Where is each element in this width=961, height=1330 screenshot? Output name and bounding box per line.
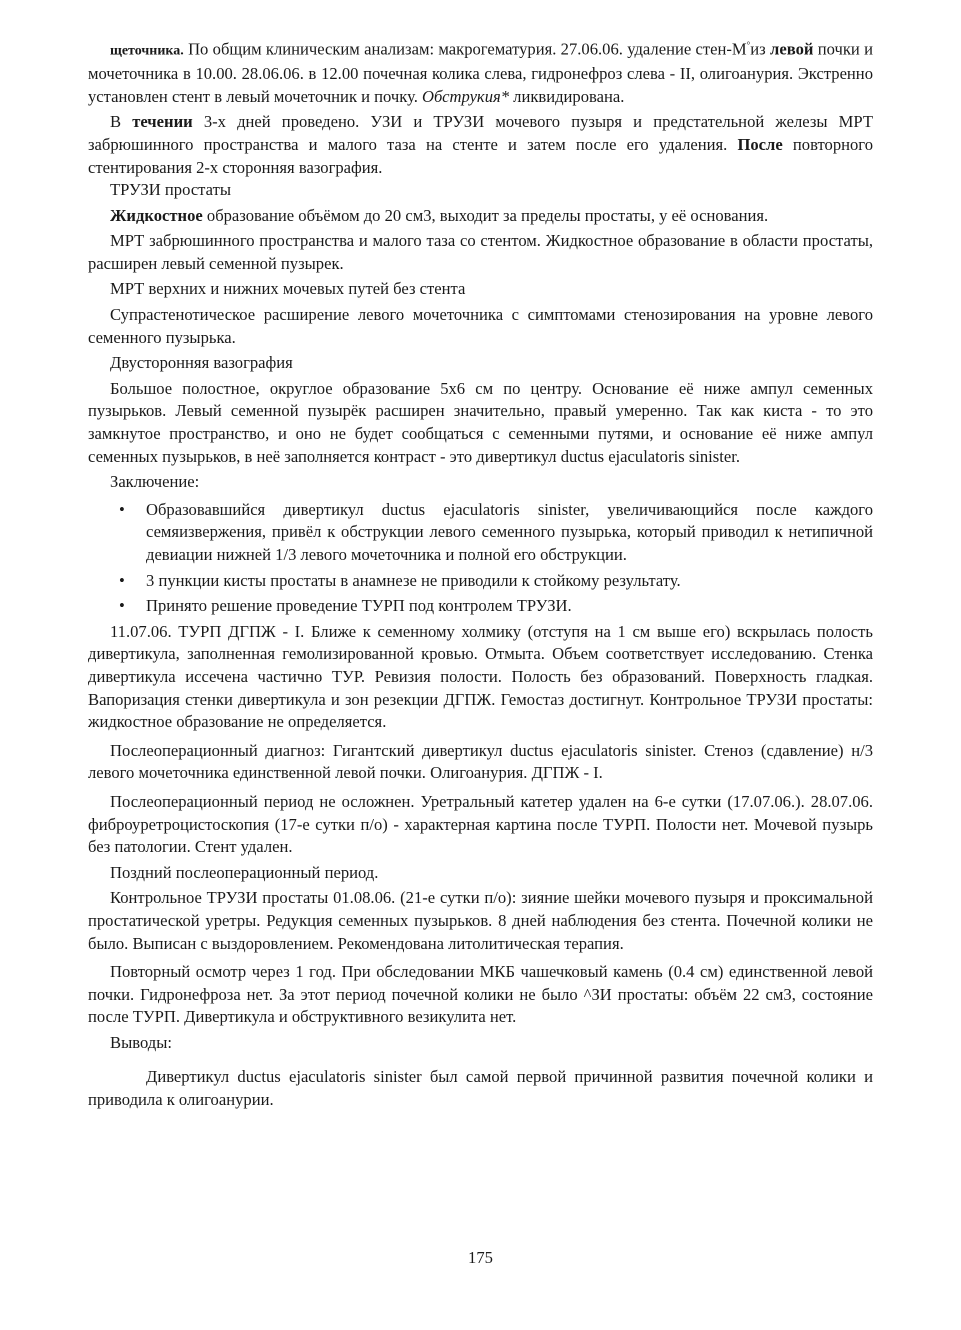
list-item: • 3 пункции кисты простаты в анамнезе не приводили к стойкому результату. [146,570,873,593]
bold-term: щеточника. [110,43,184,59]
text-run: 3-х дней проведено. УЗИ и ТРУЗИ мочевого пузыря и предстательной железы МРТ забрюшинного пространства и малого таза на стенте и затем после его удаления. [88,112,873,154]
bold-term: левой [770,39,814,59]
text-run: В [110,112,133,132]
paragraph-2 [88,111,873,179]
list-item: • Образовавшийся дивертикул ductus ejaculatoris sinister, увеличивающийся после каждого семяизвержения, привёл к обструкции левого семенного пузырька, который приводил к нетипичной девиации нижней 1/3 левого мочеточника и полной его обструкции. [146,499,873,567]
section-heading-vasography: Двусторонняя вазография [110,353,293,373]
text-run: По общим клиническим анализам: макрогематурия. 27.06.06. удаление стен-М [183,39,747,59]
section-heading-mri: МРТ верхних и нижних мочевых путей без стента [110,279,466,299]
paragraph-5: МРТ забрюшинного пространства и малого таза со стентом. Жидкостное образование в области простаты, расширен левый семенной пузырек. [88,231,873,273]
section-heading-findings: Выводы: [110,1032,172,1052]
paragraph-15: Контрольное ТРУЗИ простаты 01.08.06. (21-е сутки п/о): зияние шейки мочевого пузыря и проксимальной простатической уретры. Редукция семенных пузырьков. 8 дней наблюдения без стента. Почечной колики не было. Выписан с выздоровлением. Рекомендована литолитическая терапия. [88,888,873,953]
paragraph-4 [88,205,873,228]
paragraph-11: 11.07.06. ТУРП ДГПЖ - I. Ближе к семенному холмику (отступя на 1 см выше его) вскрылась полость дивертикула, заполненная гемолизированной кровью. Отмыта. Объем соответствует исследованию. Стенка дивертикула иссечена частично ТУР. Ревизия полости. Полость без образований. Поверхность гладкая. Вапоризация стенки дивертикула и зон резекции ДГПЖ. Гемостаз достигнут. Контрольное ТРУЗИ простаты: жидкостное образование не определяется. [88,621,873,732]
bold-term: течении [132,112,193,132]
text-run: из [750,39,771,59]
paragraph-13: Послеоперационный период не осложнен. Уретральный катетер удален на 6-е сутки (17.07.06.). 28.07.06. фиброуретроцистоскопия (17-е сутки п/о) - характерная картина после ТУРП. Полости нет. Мочевой пузырь без патологии. Стент удален. [88,791,873,857]
section-heading-conclusion: Заключение: [110,472,200,492]
text-run: образование объёмом до 20 см3, выходит за пределы простаты, у её основания. [202,205,769,225]
section-heading-late-period: Поздний послеоперационный период. [110,862,379,882]
bold-term: После [737,134,783,154]
paragraph-7: Супрастенотическое расширение левого мочеточника с симптомами стенозирования на уровне левого семенного пузырька. [88,305,873,347]
document-page [88,34,873,1112]
conclusion-list [88,499,873,618]
paragraph-9: Большое полостное, округлое образование 5х6 см по центру. Основание её ниже ампул семенных пузырьков. Левый семенной пузырёк расширен значительно, правый умеренно. Так как киста - то это замкнутое пространство, и оно не будет сообщаться с семенными путями, и основание её ниже ампул семенных пузырьков, в неё заполняется контраст - это дивертикул ductus ejaculatoris sinister. [88,378,873,466]
text-run: повторного стентирования 2-х сторонняя вазография. [88,134,873,177]
paragraph-12: Послеоперационный диагноз: Гигантский дивертикул ductus ejaculatoris sinister. Стеноз (сдавление) н/3 левого мочеточника единственной левой почки. Олигоанурия. ДГПЖ - I. [88,740,873,783]
page-number: 175 [468,1248,493,1267]
text-run: ликвидирована. [509,86,625,106]
paragraph-1: щеточника. По общим клиническим анализам: макрогематурия. 27.06.06. удаление стен-М°из левой почки и мочеточника в 10.00. 28.06.06. в 12.00 почечная колика слева, гидронефроз слева - II, олигоанурия. Экстренно установлен стент в левый мочеточник и почку. Обструкия* ликвидирована. [88,39,873,106]
paragraph-16: Повторный осмотр через 1 год. При обследовании МКБ чашечковый камень (0.4 см) единственной левой почки. Гидронефроза нет. За этот период почечной колики не было ^ЗИ простаты: объём 22 см3, состояние после ТУРП. Дивертикула и обструктивного везикулита нет. [88,962,873,1027]
list-item: • Принято решение проведение ТУРП под контролем ТРУЗИ. [146,595,873,618]
italic-term: Обструкия* [422,86,510,106]
bold-term: Жидкостное [110,205,203,225]
section-heading-trus: ТРУЗИ простаты [110,180,231,200]
text-run: почки и мочеточника в 10.00. 28.06.06. в 12.00 почечная колика слева, гидронефроз слева - II, олигоанурия. Экстренно установлен стент в левый мочеточник и почку. [88,39,873,106]
paragraph-18: Дивертикул ductus ejaculatoris sinister был самой первой причинной развития почечной колики и приводила к олигоанурии. [88,1067,873,1110]
